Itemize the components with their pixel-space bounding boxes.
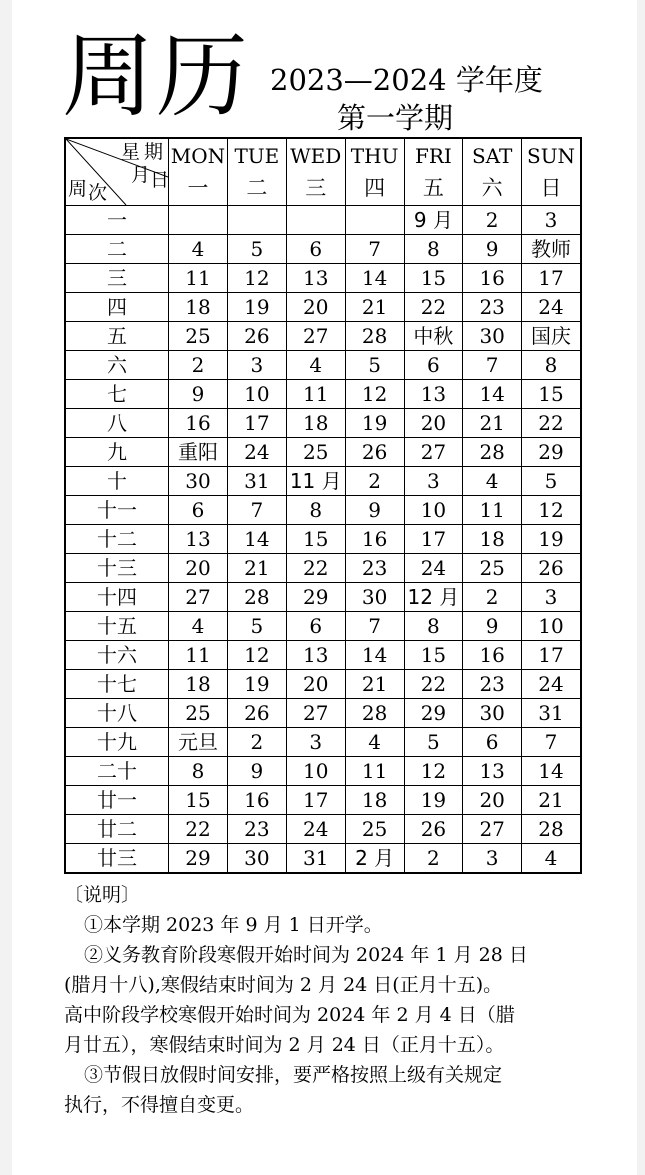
day-cell: 3: [463, 844, 522, 874]
notes-section: [64, 880, 594, 1120]
day-cell: 9: [345, 496, 404, 525]
day-cell: 11: [463, 496, 522, 525]
day-cell: 25: [345, 815, 404, 844]
day-cell: 26: [404, 815, 463, 844]
day-cell: 15: [522, 380, 581, 409]
week-row: [65, 757, 581, 786]
term-label: 第一学期: [337, 101, 454, 135]
day-cell: 26: [345, 438, 404, 467]
day-zh: 四: [364, 176, 386, 200]
day-cell: 30: [463, 322, 522, 351]
day-cell: 6: [286, 612, 345, 641]
day-cell: 21: [463, 409, 522, 438]
day-header-sun: [522, 138, 581, 206]
day-cell: 29: [522, 438, 581, 467]
day-cell: 11: [169, 264, 228, 293]
day-cell: 2: [345, 467, 404, 496]
week-number: 三: [65, 264, 169, 293]
day-cell: 20: [286, 293, 345, 322]
day-cell: [169, 206, 228, 235]
day-zh: 五: [422, 176, 444, 200]
day-cell: 21: [345, 670, 404, 699]
day-cell: 16: [345, 525, 404, 554]
day-cell: 18: [463, 525, 522, 554]
day-cell: 9: [169, 380, 228, 409]
day-cell: 30: [169, 467, 228, 496]
day-cell: 19: [404, 786, 463, 815]
day-cell: 13: [404, 380, 463, 409]
week-number: 二: [65, 235, 169, 264]
day-cell: 国庆: [522, 322, 581, 351]
week-row: [65, 438, 581, 467]
day-cell: 9: [463, 612, 522, 641]
day-cell: 3: [286, 728, 345, 757]
day-cell: 20: [169, 554, 228, 583]
day-cell: 教师: [522, 235, 581, 264]
day-cell: 重阳: [169, 438, 228, 467]
week-row: [65, 670, 581, 699]
week-number: 一: [65, 206, 169, 235]
corner-ci: 次: [88, 182, 108, 204]
day-cell: 30: [345, 583, 404, 612]
day-cell: 17: [286, 786, 345, 815]
week-number: 五: [65, 322, 169, 351]
day-en: SAT: [471, 144, 513, 168]
note-3-line-2: 执行，不得擅自变更。: [64, 1094, 255, 1116]
week-row: [65, 235, 581, 264]
week-number: 十: [65, 467, 169, 496]
day-cell: 24: [522, 670, 581, 699]
day-cell: 3: [522, 583, 581, 612]
week-row: [65, 293, 581, 322]
day-cell: 28: [345, 322, 404, 351]
day-cell: 19: [345, 409, 404, 438]
day-cell: 11: [345, 757, 404, 786]
day-cell: 7: [522, 728, 581, 757]
page-title: 周历: [62, 23, 251, 130]
day-header-thu: [345, 138, 404, 206]
corner-header: [65, 138, 169, 206]
week-row: [65, 583, 581, 612]
day-cell: 7: [463, 351, 522, 380]
week-row: [65, 641, 581, 670]
day-cell: 10: [227, 380, 286, 409]
week-row: [65, 612, 581, 641]
note-1: ①本学期 2023 年 9 月 1 日开学。: [84, 914, 383, 936]
day-cell: 26: [522, 554, 581, 583]
day-header-wed: [286, 138, 345, 206]
day-cell: 5: [522, 467, 581, 496]
corner-zhou: 周: [68, 178, 88, 200]
day-cell: 10: [286, 757, 345, 786]
day-cell: 17: [522, 641, 581, 670]
day-cell: 18: [169, 670, 228, 699]
day-cell: 6: [286, 235, 345, 264]
week-number: 十一: [65, 496, 169, 525]
day-cell: 28: [345, 699, 404, 728]
day-cell: 17: [227, 409, 286, 438]
week-number: 十三: [65, 554, 169, 583]
day-cell: 13: [286, 641, 345, 670]
day-cell: 6: [404, 351, 463, 380]
week-row: [65, 815, 581, 844]
day-cell: [345, 206, 404, 235]
day-cell: 25: [169, 699, 228, 728]
day-cell: 23: [463, 293, 522, 322]
day-cell: 18: [286, 409, 345, 438]
day-cell: 15: [404, 264, 463, 293]
day-cell: 21: [345, 293, 404, 322]
day-cell: 9: [463, 235, 522, 264]
day-zh: 日: [540, 176, 562, 200]
day-cell: 15: [169, 786, 228, 815]
day-cell: 31: [286, 844, 345, 874]
day-cell: 24: [227, 438, 286, 467]
corner-qi: 期: [144, 141, 164, 163]
notes-heading: 〔说明〕: [64, 884, 141, 906]
day-cell: 5: [227, 612, 286, 641]
day-cell: 20: [404, 409, 463, 438]
day-cell: 4: [522, 844, 581, 874]
week-row: [65, 786, 581, 815]
note-2-line-1: ②义务教育阶段寒假开始时间为 2024 年 1 月 28 日: [84, 944, 528, 966]
day-cell: 8: [522, 351, 581, 380]
week-number: 廿三: [65, 844, 169, 874]
week-row: [65, 554, 581, 583]
day-cell: 5: [404, 728, 463, 757]
day-cell: 5: [227, 235, 286, 264]
day-cell: 9 月: [404, 206, 463, 235]
day-cell: 元旦: [169, 728, 228, 757]
day-cell: 21: [227, 554, 286, 583]
day-cell: 21: [522, 786, 581, 815]
day-cell: 22: [169, 815, 228, 844]
day-cell: 10: [404, 496, 463, 525]
day-cell: 12: [345, 380, 404, 409]
day-cell: 12: [522, 496, 581, 525]
day-cell: 14: [463, 380, 522, 409]
day-zh: 二: [246, 176, 268, 200]
day-cell: 26: [227, 699, 286, 728]
day-cell: 24: [404, 554, 463, 583]
day-cell: 3: [227, 351, 286, 380]
calendar-body: [65, 206, 581, 874]
week-row: [65, 380, 581, 409]
week-row: [65, 699, 581, 728]
day-cell: 7: [345, 235, 404, 264]
day-cell: 18: [345, 786, 404, 815]
note-2-line-4: 月廿五），寒假结束时间为 2 月 24 日（正月十五）。: [64, 1034, 505, 1056]
week-number: 廿二: [65, 815, 169, 844]
day-cell: 20: [463, 786, 522, 815]
day-header-mon: [169, 138, 228, 206]
day-en: FRI: [414, 144, 452, 168]
day-cell: 27: [463, 815, 522, 844]
week-number: 九: [65, 438, 169, 467]
day-cell: 14: [522, 757, 581, 786]
note-2-line-3: 高中阶段学校寒假开始时间为 2024 年 2 月 4 日（腊: [64, 1004, 515, 1026]
academic-year: 2023—2024 学年度: [270, 63, 543, 97]
day-cell: 2: [463, 206, 522, 235]
day-cell: 30: [227, 844, 286, 874]
day-cell: 22: [404, 670, 463, 699]
day-zh: 三: [305, 176, 327, 200]
day-cell: 29: [286, 583, 345, 612]
week-row: [65, 322, 581, 351]
day-cell: 8: [404, 612, 463, 641]
week-row: [65, 351, 581, 380]
day-cell: 25: [169, 322, 228, 351]
week-row: [65, 496, 581, 525]
week-row: [65, 728, 581, 757]
day-en: SUN: [527, 144, 576, 168]
day-cell: 23: [345, 554, 404, 583]
header-row: [65, 138, 581, 206]
week-row: [65, 525, 581, 554]
week-number: 十八: [65, 699, 169, 728]
week-row: [65, 844, 581, 874]
note-2-line-2: (腊月十八),寒假结束时间为 2 月 24 日(正月十五)。: [64, 974, 503, 996]
day-cell: 2: [169, 351, 228, 380]
day-cell: 16: [169, 409, 228, 438]
day-cell: 17: [404, 525, 463, 554]
day-cell: 31: [522, 699, 581, 728]
day-cell: 2: [227, 728, 286, 757]
week-number: 廿一: [65, 786, 169, 815]
day-cell: 8: [286, 496, 345, 525]
note-3-line-1: ③节假日放假时间安排，要严格按照上级有关规定: [84, 1064, 503, 1086]
day-en: THU: [350, 144, 399, 168]
day-cell: 23: [227, 815, 286, 844]
corner-ri: 日: [150, 169, 170, 191]
day-cell: 中秋: [404, 322, 463, 351]
day-cell: 16: [463, 641, 522, 670]
week-number: 十五: [65, 612, 169, 641]
day-cell: 28: [463, 438, 522, 467]
day-cell: 25: [463, 554, 522, 583]
day-cell: 22: [286, 554, 345, 583]
day-cell: 19: [227, 670, 286, 699]
corner-yue: 月: [131, 164, 151, 186]
week-number: 十四: [65, 583, 169, 612]
corner-xing: 星: [121, 141, 141, 163]
day-cell: 11 月: [286, 467, 345, 496]
day-cell: 4: [463, 467, 522, 496]
day-cell: 18: [169, 293, 228, 322]
day-en: MON: [170, 144, 226, 168]
week-number: 二十: [65, 757, 169, 786]
day-cell: 14: [345, 641, 404, 670]
day-cell: 3: [404, 467, 463, 496]
day-cell: 2: [463, 583, 522, 612]
day-cell: 8: [404, 235, 463, 264]
day-cell: 8: [169, 757, 228, 786]
day-cell: 4: [345, 728, 404, 757]
day-cell: 19: [522, 525, 581, 554]
day-cell: 12: [404, 757, 463, 786]
day-cell: 10: [522, 612, 581, 641]
week-number: 四: [65, 293, 169, 322]
week-number: 十六: [65, 641, 169, 670]
day-zh: 一: [187, 176, 209, 200]
day-cell: 29: [169, 844, 228, 874]
day-cell: [227, 206, 286, 235]
day-cell: 29: [404, 699, 463, 728]
day-cell: 27: [404, 438, 463, 467]
day-cell: 13: [463, 757, 522, 786]
day-cell: 7: [227, 496, 286, 525]
day-cell: 11: [286, 380, 345, 409]
week-number: 七: [65, 380, 169, 409]
day-cell: 19: [227, 293, 286, 322]
day-cell: 24: [522, 293, 581, 322]
day-cell: 9: [227, 757, 286, 786]
day-cell: [286, 206, 345, 235]
day-header-tue: [227, 138, 286, 206]
day-cell: 28: [227, 583, 286, 612]
day-cell: 15: [286, 525, 345, 554]
day-cell: 12 月: [404, 583, 463, 612]
day-en: TUE: [234, 144, 280, 168]
week-calendar-table: [64, 137, 582, 874]
week-number: 十七: [65, 670, 169, 699]
day-cell: 17: [522, 264, 581, 293]
day-cell: 11: [169, 641, 228, 670]
day-cell: 12: [227, 264, 286, 293]
day-cell: 12: [227, 641, 286, 670]
day-cell: 16: [463, 264, 522, 293]
day-cell: 24: [286, 815, 345, 844]
day-cell: 30: [463, 699, 522, 728]
day-cell: 2 月: [345, 844, 404, 874]
day-cell: 27: [286, 322, 345, 351]
week-row: [65, 206, 581, 235]
day-cell: 4: [169, 235, 228, 264]
day-cell: 28: [522, 815, 581, 844]
day-cell: 4: [286, 351, 345, 380]
week-row: [65, 409, 581, 438]
week-row: [65, 467, 581, 496]
week-number: 八: [65, 409, 169, 438]
day-cell: 5: [345, 351, 404, 380]
day-cell: 14: [227, 525, 286, 554]
week-row: [65, 264, 581, 293]
week-number: 十二: [65, 525, 169, 554]
day-zh: 六: [481, 176, 503, 200]
week-number: 六: [65, 351, 169, 380]
day-cell: 23: [463, 670, 522, 699]
day-cell: 31: [227, 467, 286, 496]
day-cell: 4: [169, 612, 228, 641]
right-margin: [637, 0, 645, 1175]
day-cell: 6: [463, 728, 522, 757]
day-cell: 6: [169, 496, 228, 525]
left-margin: [0, 0, 12, 1175]
day-cell: 22: [404, 293, 463, 322]
day-cell: 20: [286, 670, 345, 699]
day-cell: 3: [522, 206, 581, 235]
day-cell: 27: [169, 583, 228, 612]
day-cell: 15: [404, 641, 463, 670]
day-cell: 27: [286, 699, 345, 728]
day-cell: 25: [286, 438, 345, 467]
day-header-fri: [404, 138, 463, 206]
day-en: WED: [290, 144, 342, 168]
day-cell: 22: [522, 409, 581, 438]
day-cell: 13: [286, 264, 345, 293]
day-cell: 2: [404, 844, 463, 874]
day-cell: 13: [169, 525, 228, 554]
day-header-sat: [463, 138, 522, 206]
week-number: 十九: [65, 728, 169, 757]
day-cell: 14: [345, 264, 404, 293]
day-cell: 7: [345, 612, 404, 641]
day-cell: 26: [227, 322, 286, 351]
day-cell: 16: [227, 786, 286, 815]
